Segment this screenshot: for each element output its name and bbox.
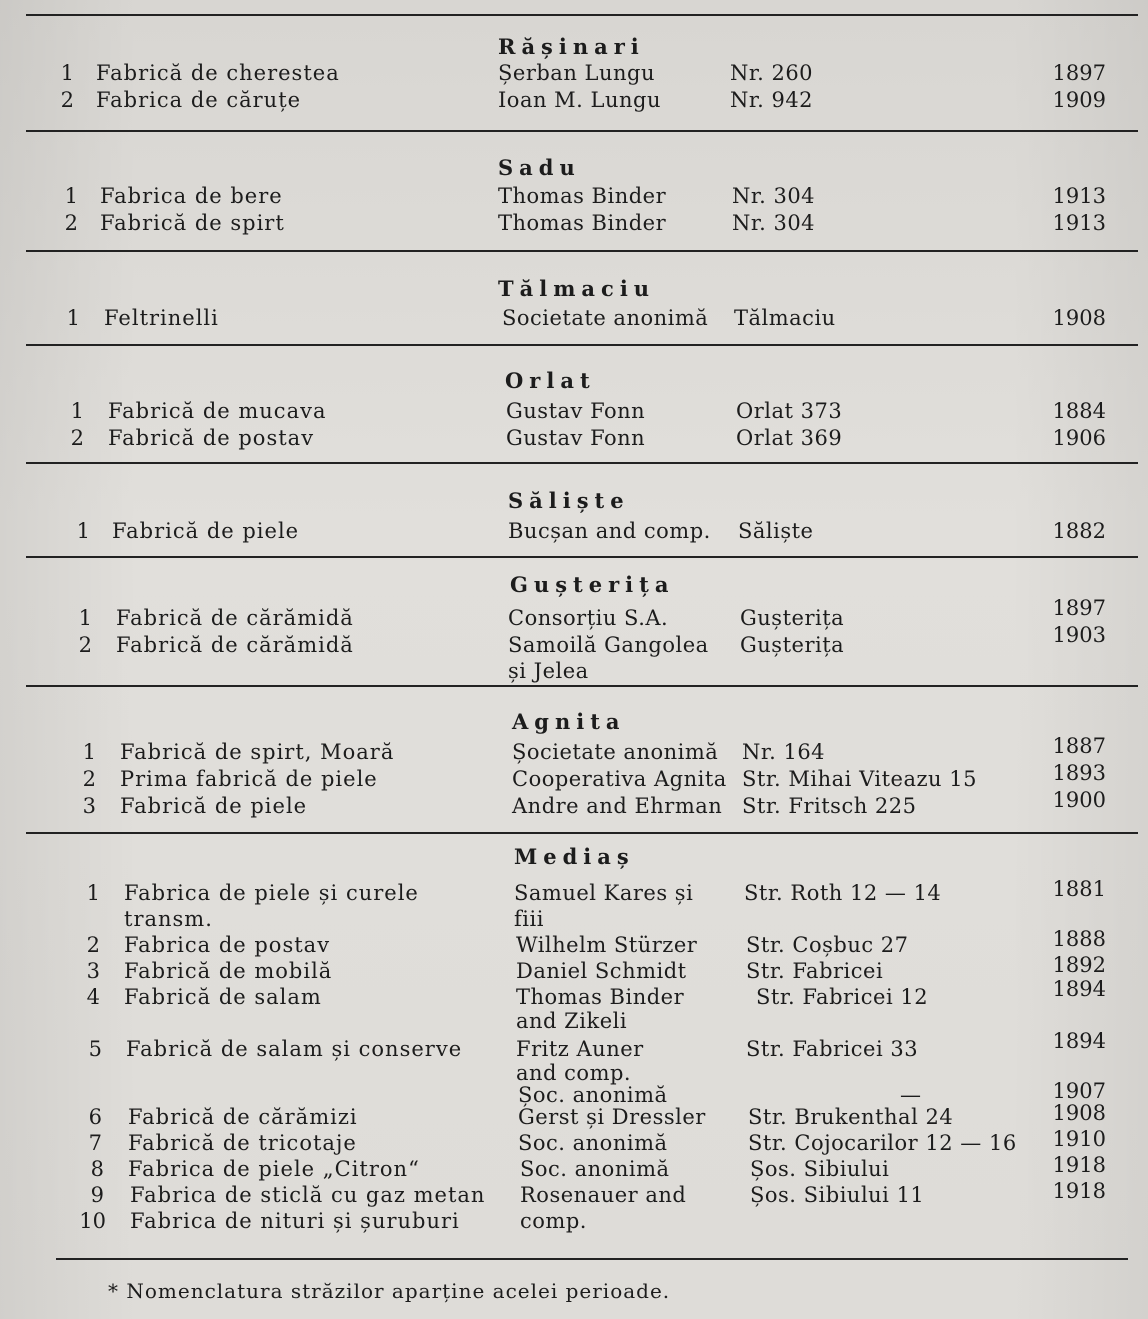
row-number: 1	[86, 881, 100, 905]
row-number: 1	[70, 399, 84, 423]
row-number: 2	[64, 211, 78, 235]
owner-name: fiii	[514, 907, 544, 931]
row-number: 1	[64, 184, 78, 208]
address: Șos. Sibiului	[750, 1157, 890, 1181]
row-number: 7	[88, 1131, 102, 1155]
address: Str. Fabricei 12	[756, 985, 929, 1009]
owner-name: Gustav Fonn	[506, 399, 646, 423]
row-number: 3	[82, 794, 96, 818]
year: 1892	[1052, 953, 1106, 977]
owner-name: Daniel Schmidt	[516, 959, 687, 983]
year: 1913	[1052, 211, 1106, 235]
section-rule	[26, 130, 1138, 132]
owner-name: Cooperativa Agnita	[512, 767, 727, 791]
year: 1907	[1052, 1079, 1106, 1103]
owner-name: Fritz Auner	[516, 1037, 644, 1061]
row-number: 2	[60, 88, 74, 112]
town-heading: Rășinari	[498, 34, 645, 59]
year: 1903	[1052, 623, 1106, 647]
row-number: 1	[76, 519, 90, 543]
year: 1918	[1052, 1153, 1106, 1177]
year: 1913	[1052, 184, 1106, 208]
year: 1893	[1052, 761, 1106, 785]
row-number: 6	[88, 1105, 102, 1129]
factory-name: Fabrica de căruțe	[96, 88, 302, 112]
year: 1882	[1052, 519, 1106, 543]
address: Șos. Sibiului 11	[750, 1183, 925, 1207]
owner-name: and comp.	[516, 1061, 632, 1085]
owner-name: Rosenauer and	[520, 1183, 687, 1207]
owner-name: Soc. anonimă	[518, 1131, 668, 1155]
year: 1887	[1052, 734, 1106, 758]
factory-name: Fabrica de piele și curele	[124, 881, 419, 905]
year: 1894	[1052, 977, 1106, 1001]
row-number: 9	[90, 1183, 104, 1207]
owner-name: Samuel Kares și	[514, 881, 694, 905]
owner-name: Șoc. anonimă	[518, 1083, 668, 1107]
section-rule	[26, 685, 1138, 687]
town-heading: Mediaș	[514, 844, 635, 869]
year: 1909	[1052, 88, 1106, 112]
owner-name: comp.	[520, 1209, 587, 1233]
row-number: 1	[60, 61, 74, 85]
address: Nr. 942	[730, 88, 814, 112]
factory-name: Prima fabrică de piele	[120, 767, 378, 791]
year: 1881	[1052, 877, 1106, 901]
town-heading: Sadu	[498, 155, 581, 180]
address: Str. Fabricei	[746, 959, 884, 983]
address: Gușterița	[740, 606, 845, 630]
year: 1888	[1052, 927, 1106, 951]
year: 1918	[1052, 1179, 1106, 1203]
address: Str. Mihai Viteazu 15	[742, 767, 977, 791]
year: 1897	[1052, 596, 1106, 620]
owner-name: Thomas Binder	[516, 985, 685, 1009]
row-number: 2	[78, 633, 92, 657]
section-rule	[26, 250, 1138, 252]
owner-name: Andre and Ehrman	[512, 794, 723, 818]
factory-name: Fabrică de cărămizi	[128, 1105, 358, 1129]
address: Orlat 369	[736, 426, 843, 450]
table-top-rule	[26, 14, 1138, 16]
factory-name: Fabrica de postav	[124, 933, 331, 957]
year: 1908	[1052, 1101, 1106, 1125]
row-number: 1	[82, 740, 96, 764]
town-heading: Tălmaciu	[498, 276, 656, 301]
section-rule	[26, 556, 1138, 558]
row-number: 1	[66, 306, 80, 330]
factory-name: Fabrică de mucava	[108, 399, 327, 423]
owner-name: Ioan M. Lungu	[498, 88, 661, 112]
year: 1900	[1052, 788, 1106, 812]
address: Nr. 260	[730, 61, 814, 85]
factory-name: Fabrică de cherestea	[96, 61, 340, 85]
factory-name: Fabrica de nituri și șuruburi	[130, 1209, 460, 1233]
town-heading: Agnita	[512, 709, 626, 734]
owner-name: Bucșan and comp.	[508, 519, 711, 543]
section-rule	[26, 462, 1138, 464]
section-rule	[26, 344, 1138, 346]
row-number: 8	[90, 1157, 104, 1181]
address: Nr. 164	[742, 740, 826, 764]
owner-name: Șocietate anonimă	[512, 740, 719, 764]
factory-name: Fabrică de postav	[108, 426, 315, 450]
row-number: 1	[78, 606, 92, 630]
town-heading: Orlat	[505, 368, 596, 393]
address: Str. Roth 12 — 14	[744, 881, 942, 905]
town-heading: Gușterița	[510, 572, 675, 597]
owner-name: Gerst și Dressler	[518, 1105, 706, 1129]
owner-name: Gustav Fonn	[506, 426, 646, 450]
factory-name: Feltrinelli	[104, 306, 219, 330]
owner-name: Șerban Lungu	[498, 61, 655, 85]
year: 1908	[1052, 306, 1106, 330]
factory-name: Fabrică de piele	[112, 519, 300, 543]
factory-name: Fabrica de bere	[100, 184, 283, 208]
factory-name: Fabrică de piele	[120, 794, 308, 818]
address: Orlat 373	[736, 399, 843, 423]
factory-name: Fabrica de sticlă cu gaz metan	[130, 1183, 486, 1207]
address: Str. Fabricei 33	[746, 1037, 919, 1061]
factory-name: Fabrică de spirt, Moară	[120, 740, 395, 764]
factory-name: Fabrică de cărămidă	[116, 606, 354, 630]
owner-name: Thomas Binder	[498, 184, 667, 208]
address: —	[900, 1083, 922, 1107]
row-number: 2	[86, 933, 100, 957]
factory-name: Fabrică de mobilă	[124, 959, 333, 983]
address: Săliște	[738, 519, 814, 543]
owner-name: and Zikeli	[516, 1009, 628, 1033]
address: Str. Cojocarilor 12 — 16	[748, 1131, 1017, 1155]
address: Str. Brukenthal 24	[748, 1105, 954, 1129]
owner-name: Samoilă Gangolea	[508, 633, 709, 657]
table-bottom-rule	[56, 1258, 1128, 1260]
footnote: * Nomenclatura străzilor aparține acelei perioade.	[108, 1279, 671, 1303]
factory-name: Fabrică de cărămidă	[116, 633, 354, 657]
owner-name: Wilhelm Stürzer	[516, 933, 698, 957]
address: Str. Coșbuc 27	[746, 933, 909, 957]
year: 1884	[1052, 399, 1106, 423]
year: 1894	[1052, 1029, 1106, 1053]
factory-name: Fabrică de spirt	[100, 211, 285, 235]
owner-name: Soc. anonimă	[520, 1157, 670, 1181]
row-number: 5	[88, 1037, 102, 1061]
row-number: 3	[86, 959, 100, 983]
row-number: 2	[82, 767, 96, 791]
year: 1910	[1052, 1127, 1106, 1151]
owner-name: Consorțiu S.A.	[508, 606, 669, 630]
address: Nr. 304	[732, 184, 816, 208]
owner-name: Societate anonimă	[502, 306, 709, 330]
year: 1897	[1052, 61, 1106, 85]
address: Tălmaciu	[734, 306, 836, 330]
owner-name: și Jelea	[508, 659, 589, 683]
owner-name: Thomas Binder	[498, 211, 667, 235]
address: Nr. 304	[732, 211, 816, 235]
year: 1906	[1052, 426, 1106, 450]
row-number: 10	[79, 1209, 106, 1233]
section-rule	[26, 832, 1138, 834]
row-number: 2	[70, 426, 84, 450]
town-heading: Săliște	[508, 488, 630, 513]
factory-name: Fabrică de salam	[124, 985, 322, 1009]
factory-name: Fabrică de salam și conserve	[126, 1037, 463, 1061]
factory-name: Fabrica de piele „Citron“	[128, 1157, 420, 1181]
factory-name: Fabrică de tricotaje	[128, 1131, 357, 1155]
row-number: 4	[86, 985, 100, 1009]
address: Gușterița	[740, 633, 845, 657]
address: Str. Fritsch 225	[742, 794, 917, 818]
factory-name: transm.	[124, 907, 213, 931]
